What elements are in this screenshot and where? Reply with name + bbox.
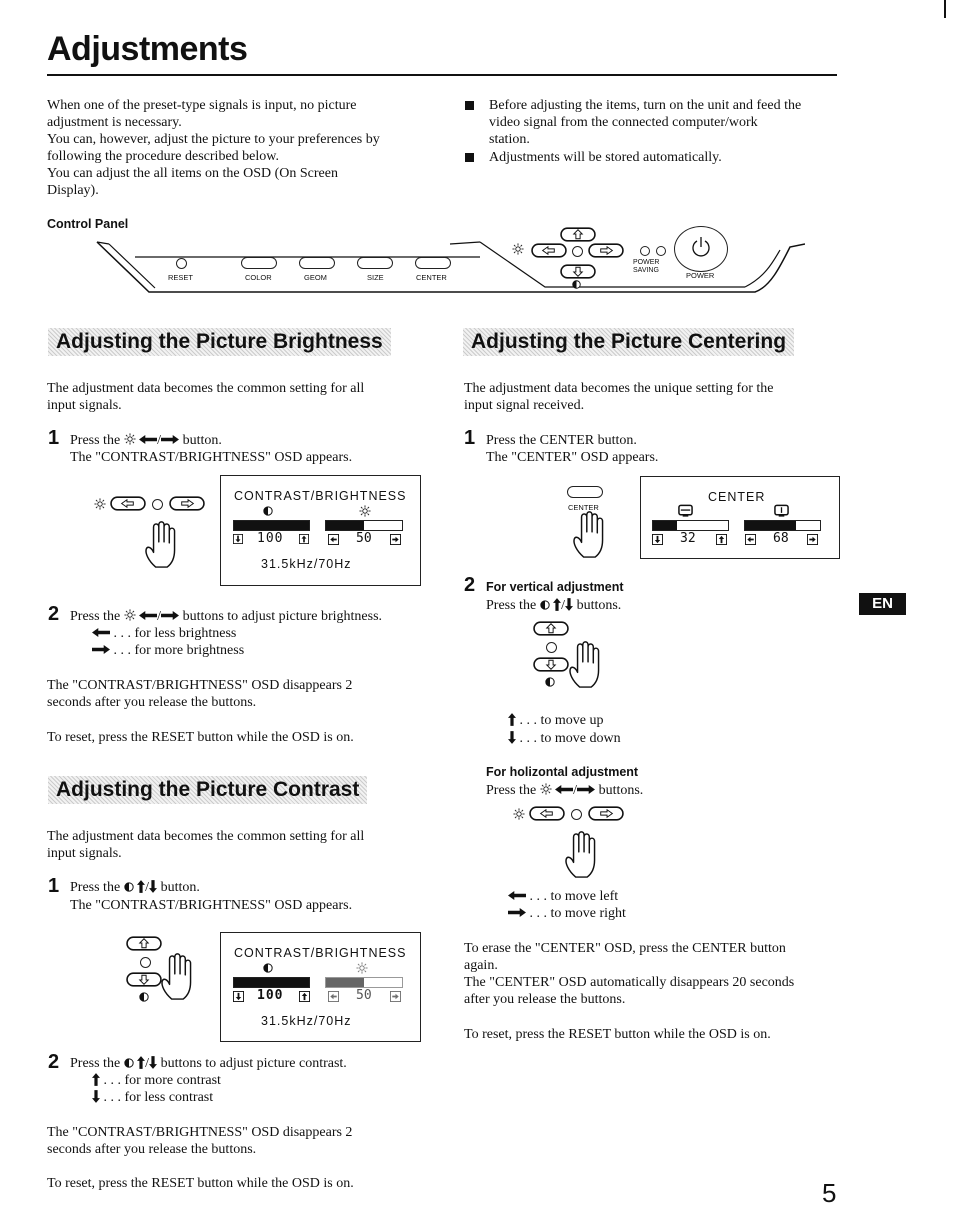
brightness-bar bbox=[325, 520, 403, 531]
contrast-bar-fill bbox=[234, 521, 309, 530]
contrast-bar bbox=[233, 977, 310, 988]
brightness-heading: Adjusting the Picture Brightness bbox=[48, 328, 391, 356]
brightness-step1-line2: The "CONTRAST/BRIGHTNESS" OSD appears. bbox=[70, 450, 353, 465]
arrow-up-icon bbox=[508, 713, 516, 726]
less-brightness-line bbox=[92, 625, 236, 642]
vertical-position-icon bbox=[678, 504, 693, 518]
sun-icon bbox=[359, 505, 371, 517]
arrow-left-icon bbox=[139, 611, 157, 620]
size-label: SIZE bbox=[367, 273, 384, 282]
move-left-text: . . . to move left bbox=[529, 889, 619, 904]
up-arrow-icon bbox=[716, 534, 727, 545]
step-text: buttons to adjust picture brightness. bbox=[182, 609, 383, 624]
arrow-down-icon bbox=[565, 598, 573, 611]
move-right-line bbox=[508, 905, 626, 922]
power-saving-indicator bbox=[640, 246, 650, 256]
horizontal-bar-fill bbox=[745, 521, 796, 530]
step-text: Press the bbox=[70, 433, 121, 448]
step-number: 1 bbox=[48, 427, 60, 449]
move-right-text: . . . to move right bbox=[529, 906, 626, 921]
step-text: Press the bbox=[486, 598, 537, 613]
intro-line: When one of the preset-type signals is input, no picture bbox=[47, 98, 357, 113]
brightness-bar-fill bbox=[326, 978, 364, 987]
less-brightness-text: . . . for less brightness bbox=[113, 626, 237, 641]
bullet-line: Before adjusting the items, turn on the unit and feed the bbox=[489, 98, 802, 113]
intro-line: You can, however, adjust the picture to your preferences by bbox=[47, 132, 380, 147]
power-label: POWER bbox=[686, 271, 715, 280]
centering-reset-note: To reset, press the RESET button while the OSD is on. bbox=[464, 1027, 771, 1042]
intro-line: The adjustment data becomes the common setting for all bbox=[47, 381, 365, 396]
contrast-up-button[interactable] bbox=[560, 227, 596, 242]
right-arrow-icon bbox=[390, 534, 401, 545]
step-text: buttons. bbox=[598, 783, 644, 798]
more-brightness-text: . . . for more brightness bbox=[113, 643, 245, 658]
centering-note bbox=[464, 940, 794, 1008]
centering-step1-text: Press the CENTER button. bbox=[486, 433, 637, 448]
sun-icon bbox=[513, 808, 525, 820]
vertical-adjustment-text: Press the / buttons. bbox=[486, 598, 622, 613]
left-arrow-icon bbox=[328, 991, 339, 1002]
sun-icon bbox=[124, 609, 136, 621]
arrow-up-icon bbox=[92, 1073, 100, 1086]
step-text: Press the bbox=[70, 1056, 121, 1071]
arrow-down-icon bbox=[92, 1090, 100, 1103]
hand-pointer-icon bbox=[566, 640, 608, 690]
bullet-text bbox=[489, 97, 849, 148]
more-contrast-text: . . . for more contrast bbox=[103, 1073, 221, 1088]
left-arrow-icon bbox=[328, 534, 339, 545]
step-number: 2 bbox=[48, 603, 60, 625]
brightness-intro bbox=[47, 380, 364, 414]
geom-button[interactable] bbox=[299, 257, 335, 269]
contrast-note bbox=[47, 1124, 352, 1158]
contrast-icon bbox=[572, 280, 581, 289]
up-arrow-icon bbox=[299, 991, 310, 1002]
vertical-adjustment-heading: For vertical adjustment bbox=[486, 580, 624, 594]
brightness-value: 50 bbox=[356, 988, 372, 1003]
centering-intro bbox=[464, 380, 773, 414]
color-button[interactable] bbox=[241, 257, 277, 269]
center-osd bbox=[640, 476, 840, 559]
bullet-line: station. bbox=[489, 132, 530, 147]
power-indicator bbox=[656, 246, 666, 256]
contrast-bar bbox=[233, 520, 310, 531]
step-text: button. bbox=[182, 433, 222, 448]
frequency-readout: 31.5kHz/70Hz bbox=[261, 1014, 352, 1028]
power-button[interactable] bbox=[674, 226, 728, 272]
arrow-up-icon bbox=[137, 880, 145, 893]
down-arrow-icon bbox=[233, 534, 243, 544]
bullet-text: Adjustments will be stored automatically. bbox=[489, 150, 722, 165]
brightness-up-button[interactable] bbox=[588, 243, 624, 258]
step-number: 1 bbox=[48, 875, 60, 897]
more-contrast-line bbox=[92, 1072, 221, 1089]
separator-dot bbox=[152, 499, 163, 510]
contrast-step1-line2: The "CONTRAST/BRIGHTNESS" OSD appears. bbox=[70, 898, 353, 913]
arrow-left-icon bbox=[139, 435, 157, 444]
brightness-bar bbox=[325, 977, 403, 988]
page-title: Adjustments bbox=[47, 30, 248, 68]
center-label: CENTER bbox=[568, 503, 599, 512]
center-button[interactable] bbox=[567, 486, 603, 498]
center-button[interactable] bbox=[415, 257, 451, 269]
down-arrow-icon bbox=[233, 991, 244, 1002]
up-arrow-icon bbox=[299, 534, 309, 544]
vertical-bar bbox=[652, 520, 729, 531]
contrast-bar-fill bbox=[234, 978, 309, 987]
arrow-up-icon bbox=[553, 598, 561, 611]
bullet-square bbox=[465, 101, 474, 110]
arrow-down-icon bbox=[508, 731, 516, 744]
step-text: Press the bbox=[70, 880, 121, 895]
centering-heading: Adjusting the Picture Centering bbox=[463, 328, 794, 356]
move-up-line bbox=[508, 712, 604, 729]
contrast-up-button[interactable] bbox=[126, 936, 162, 951]
horizontal-left-button[interactable] bbox=[529, 806, 565, 821]
intro-line: input signals. bbox=[47, 846, 122, 861]
step-text: button. bbox=[160, 880, 200, 895]
arrow-left-icon bbox=[508, 891, 526, 900]
hand-pointer-icon bbox=[570, 510, 612, 560]
separator-dot bbox=[546, 642, 557, 653]
intro-line: input signals. bbox=[47, 398, 122, 413]
horizontal-bar bbox=[744, 520, 821, 531]
arrow-left-icon bbox=[555, 785, 573, 794]
note-line: The "CENTER" OSD automatically disappears 20 seconds bbox=[464, 975, 795, 990]
right-arrow-icon bbox=[807, 534, 818, 545]
power-icon bbox=[675, 227, 727, 271]
arrow-right-icon bbox=[577, 785, 595, 794]
osd-title: CONTRAST/BRIGHTNESS bbox=[234, 489, 407, 503]
osd-title: CONTRAST/BRIGHTNESS bbox=[234, 946, 407, 960]
contrast-icon bbox=[545, 677, 555, 687]
reset-label: RESET bbox=[168, 273, 194, 282]
arrow-right-icon bbox=[92, 645, 110, 654]
title-rule bbox=[47, 74, 837, 76]
size-button[interactable] bbox=[357, 257, 393, 269]
control-panel-heading: Control Panel bbox=[47, 217, 129, 231]
contrast-down-button[interactable] bbox=[126, 972, 162, 987]
margin-mark bbox=[944, 0, 946, 18]
brightness-step1-text: Press the / button. bbox=[70, 433, 222, 448]
intro-line: input signal received. bbox=[464, 398, 585, 413]
contrast-brightness-osd bbox=[220, 932, 421, 1042]
step-text: buttons. bbox=[576, 598, 622, 613]
vertical-bar-fill bbox=[653, 521, 677, 530]
arrow-down-icon bbox=[149, 880, 157, 893]
separator-dot bbox=[572, 246, 583, 257]
sun-icon bbox=[356, 962, 368, 974]
sun-icon bbox=[94, 498, 106, 510]
brightness-note bbox=[47, 677, 352, 711]
note-line: seconds after you release the buttons. bbox=[47, 1142, 257, 1157]
intro-line: The adjustment data becomes the common setting for all bbox=[47, 829, 365, 844]
move-down-line bbox=[508, 730, 621, 747]
note-line: To erase the "CENTER" OSD, press the CENTER button bbox=[464, 941, 786, 956]
contrast-heading: Adjusting the Picture Contrast bbox=[48, 776, 367, 804]
brightness-step2-text: Press the / buttons to adjust picture brightness. bbox=[70, 609, 383, 624]
brightness-down-button[interactable] bbox=[110, 496, 146, 511]
contrast-step1-text: Press the / button. bbox=[70, 880, 200, 895]
contrast-value: 100 bbox=[257, 988, 284, 1003]
separator-dot bbox=[571, 809, 582, 820]
intro-line: You can adjust the all items on the OSD (On Screen bbox=[47, 166, 338, 181]
centering-step1-line2: The "CENTER" OSD appears. bbox=[486, 450, 659, 465]
intro-text bbox=[47, 97, 437, 199]
left-arrow-icon bbox=[745, 534, 756, 545]
contrast-brightness-osd bbox=[220, 475, 421, 586]
hand-pointer-icon bbox=[562, 830, 604, 880]
vertical-down-button[interactable] bbox=[533, 657, 569, 672]
contrast-icon bbox=[263, 506, 273, 516]
reset-button[interactable] bbox=[176, 258, 187, 269]
horizontal-position-icon bbox=[774, 504, 789, 518]
brightness-up-button[interactable] bbox=[169, 496, 205, 511]
intro-line: following the procedure described below. bbox=[47, 149, 279, 164]
vertical-value: 32 bbox=[680, 531, 696, 546]
contrast-intro bbox=[47, 828, 364, 862]
arrow-right-icon bbox=[161, 435, 179, 444]
frequency-readout: 31.5kHz/70Hz bbox=[261, 557, 352, 571]
step-number: 2 bbox=[48, 1051, 60, 1073]
horizontal-value: 68 bbox=[773, 531, 789, 546]
contrast-icon bbox=[124, 1058, 134, 1068]
bullet-line: video signal from the connected computer/work bbox=[489, 115, 758, 130]
note-line: after you release the buttons. bbox=[464, 992, 626, 1007]
color-label: COLOR bbox=[245, 273, 272, 282]
step-number: 1 bbox=[464, 427, 476, 449]
bullet-square bbox=[465, 153, 474, 162]
sun-icon bbox=[540, 783, 552, 795]
arrow-up-icon bbox=[137, 1056, 145, 1069]
arrow-down-icon bbox=[149, 1056, 157, 1069]
intro-line: The adjustment data becomes the unique setting for the bbox=[464, 381, 774, 396]
contrast-icon bbox=[124, 882, 134, 892]
move-up-text: . . . to move up bbox=[519, 713, 604, 728]
contrast-icon bbox=[540, 600, 550, 610]
power-saving-label-line1: POWER bbox=[633, 259, 660, 266]
sun-icon bbox=[512, 243, 524, 255]
right-arrow-icon bbox=[390, 991, 401, 1002]
language-tab: EN bbox=[859, 593, 906, 615]
brightness-reset-note: To reset, press the RESET button while the OSD is on. bbox=[47, 730, 354, 745]
step-text: Press the bbox=[486, 783, 537, 798]
intro-line: adjustment is necessary. bbox=[47, 115, 182, 130]
less-contrast-line bbox=[92, 1089, 213, 1106]
more-brightness-line bbox=[92, 642, 244, 659]
contrast-down-button[interactable] bbox=[560, 264, 596, 279]
separator-dot bbox=[140, 957, 151, 968]
contrast-icon bbox=[263, 963, 273, 973]
sun-icon bbox=[124, 433, 136, 445]
contrast-reset-note: To reset, press the RESET button while the OSD is on. bbox=[47, 1176, 354, 1191]
geom-label: GEOM bbox=[304, 273, 327, 282]
horizontal-right-button[interactable] bbox=[588, 806, 624, 821]
step-number: 2 bbox=[464, 574, 476, 596]
center-label: CENTER bbox=[416, 273, 447, 282]
brightness-down-button[interactable] bbox=[531, 243, 567, 258]
move-left-line bbox=[508, 888, 618, 905]
contrast-value: 100 bbox=[257, 531, 284, 546]
down-arrow-icon bbox=[652, 534, 663, 545]
hand-pointer-icon bbox=[142, 520, 184, 570]
note-line: The "CONTRAST/BRIGHTNESS" OSD disappears 2 bbox=[47, 1125, 353, 1140]
less-contrast-text: . . . for less contrast bbox=[103, 1090, 214, 1105]
note-line: again. bbox=[464, 958, 498, 973]
step-text: buttons to adjust picture contrast. bbox=[160, 1056, 347, 1071]
power-saving-label bbox=[633, 259, 659, 275]
osd-title: CENTER bbox=[708, 490, 766, 504]
brightness-value: 50 bbox=[356, 531, 372, 546]
hand-pointer-icon bbox=[158, 952, 200, 1002]
power-saving-label-line2: SAVING bbox=[633, 267, 659, 274]
intro-line: Display). bbox=[47, 183, 99, 198]
arrow-right-icon bbox=[161, 611, 179, 620]
note-line: seconds after you release the buttons. bbox=[47, 695, 257, 710]
horizontal-adjustment-text: Press the / buttons. bbox=[486, 783, 644, 798]
move-down-text: . . . to move down bbox=[519, 731, 621, 746]
page-number: 5 bbox=[822, 1178, 837, 1208]
vertical-up-button[interactable] bbox=[533, 621, 569, 636]
contrast-step2-text: Press the / buttons to adjust picture contrast. bbox=[70, 1056, 347, 1071]
step-text: Press the bbox=[70, 609, 121, 624]
note-line: The "CONTRAST/BRIGHTNESS" OSD disappears 2 bbox=[47, 678, 353, 693]
brightness-bar-fill bbox=[326, 521, 364, 530]
arrow-right-icon bbox=[508, 908, 526, 917]
contrast-icon bbox=[139, 992, 149, 1002]
arrow-left-icon bbox=[92, 628, 110, 637]
horizontal-adjustment-heading: For holizontal adjustment bbox=[486, 765, 639, 779]
